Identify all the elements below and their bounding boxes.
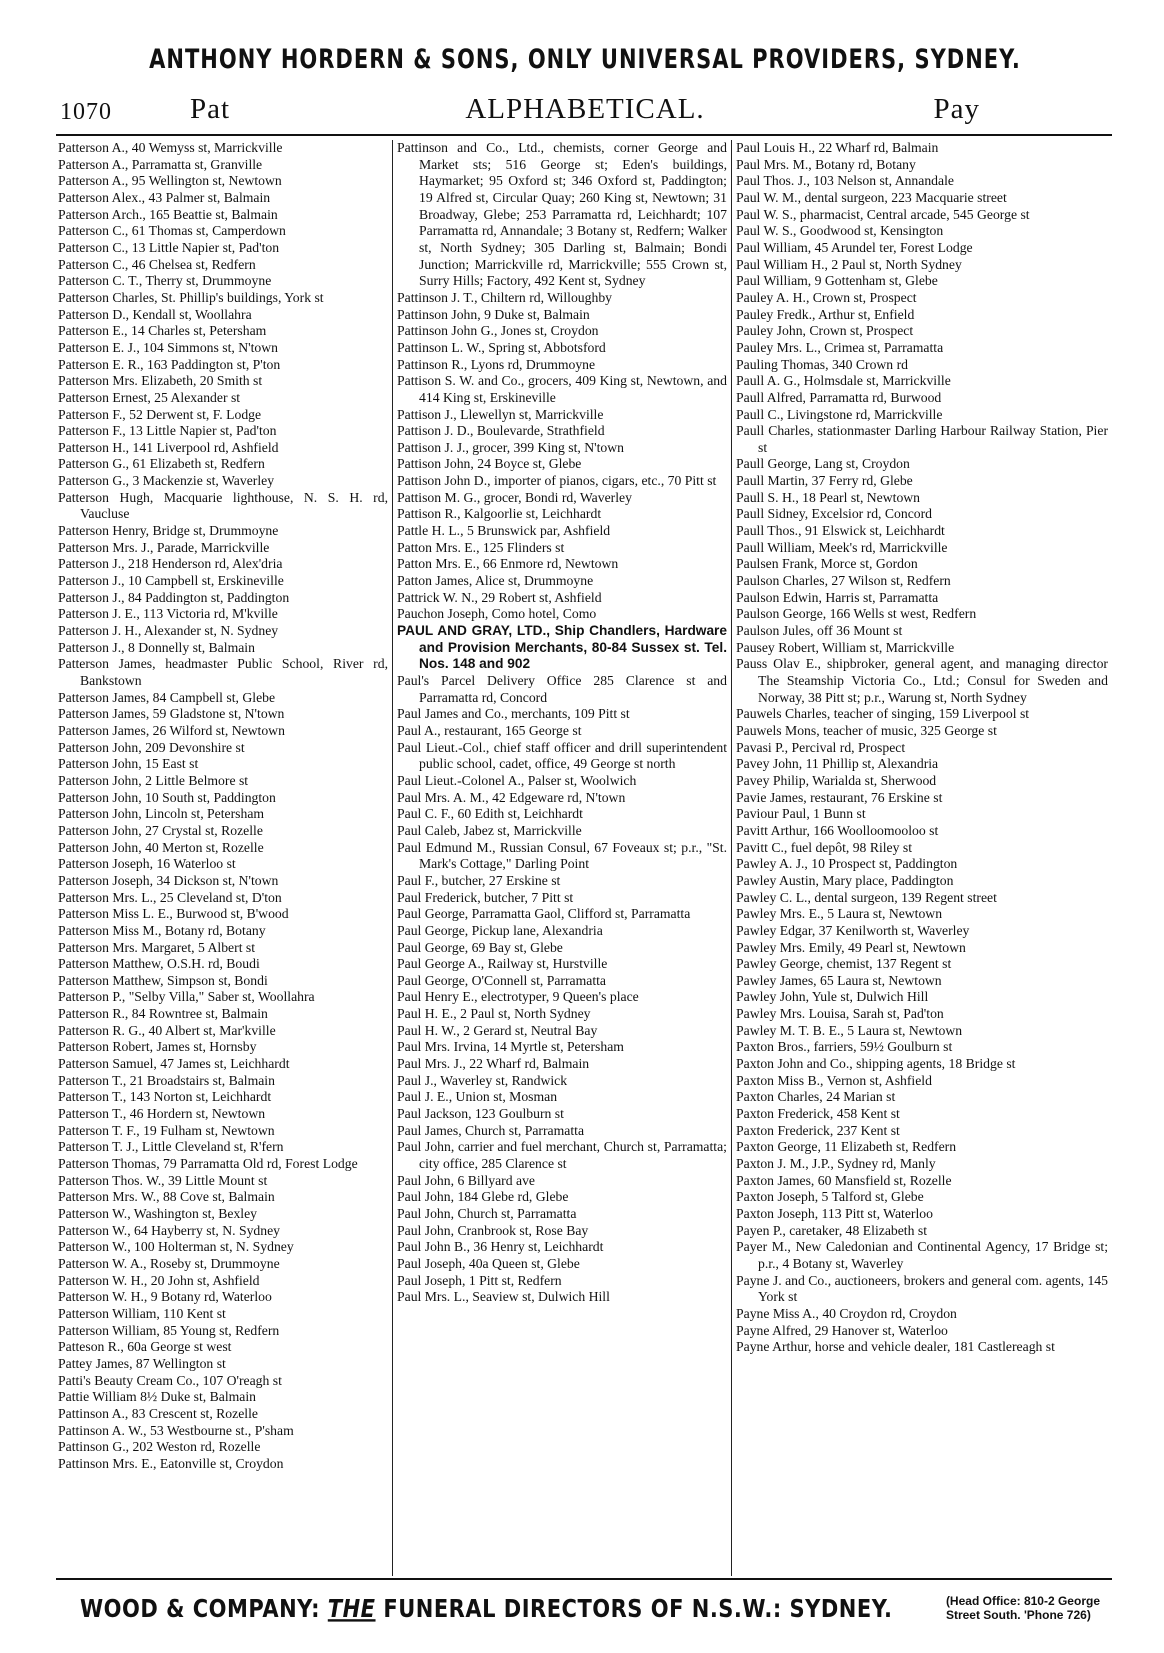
directory-entry: Paul George, Pickup lane, Alexandria [397,922,603,938]
directory-entry: Patterson William, 85 Young st, Redfern [58,1322,280,1338]
directory-entry: Pavitt Arthur, 166 Woolloomooloo st [736,822,939,838]
directory-entry: Patterson P., "Selby Villa," Saber st, Woollahra [58,989,315,1005]
footer-advert [80,1594,892,1623]
directory-entry: Patterson E. J., 104 Simmons st, N'town [58,339,278,355]
directory-entry: Pattison S. W. and Co., grocers, 409 King st, Newtown, and 414 King st, Erskineville [397,373,727,405]
directory-entry: Patterson Miss L. E., Burwood st, B'wood [58,906,289,922]
directory-entry: Pauley Fredk., Arthur st, Enfield [736,306,915,322]
directory-entry: Pattison J. J., grocer, 399 King st, N'town [397,439,624,455]
directory-entry: Payne Miss A., 40 Croydon rd, Croydon [736,1305,957,1321]
directory-entry: Paxton Charles, 24 Marian st [736,1089,896,1105]
directory-entry: Paull Thos., 91 Elswick st, Leichhardt [736,523,945,539]
directory-entry: Patterson A., 95 Wellington st, Newtown [58,173,282,189]
directory-entry: Paul George, O'Connell st, Parramatta [397,972,607,988]
directory-entry: Patterson Robert, James st, Hornsby [58,1039,257,1055]
footer-company: WOOD & COMPANY: [80,1594,328,1623]
directory-entry: Pauchon Joseph, Como hotel, Como [397,606,597,622]
directory-entry: Pauley John, Crown st, Prospect [736,323,914,339]
directory-entry: Paull C., Livingstone rd, Marrickville [736,406,943,422]
directory-entry: Pawley James, 65 Laura st, Newtown [736,972,942,988]
directory-entry: Payne J. and Co., auctioneers, brokers and general com. agents, 145 York st [736,1272,1108,1305]
directory-entry: Patterson T. F., 19 Fulham st, Newtown [58,1122,275,1138]
directory-entry: Paull A. G., Holmsdale st, Marrickville [736,373,951,389]
directory-entry: Patterson C., 13 Little Napier st, Pad'ton [58,239,280,255]
directory-entry: Patterson F., 13 Little Napier st, Pad'ton [58,423,277,439]
directory-entry: Paxton Joseph, 5 Talford st, Glebe [736,1189,924,1205]
directory-entry: Pattinson A., 83 Crescent st, Rozelle [58,1405,258,1421]
directory-entry: Patterson Thos. W., 39 Little Mount st [58,1172,268,1188]
directory-entry: Pattle H. L., 5 Brunswick par, Ashfield [397,523,611,539]
directory-entry: Pavey Philip, Warialda st, Sherwood [736,772,937,788]
directory-entry: Paul J. E., Union st, Mosman [397,1089,558,1105]
directory-entry: Pauwels Charles, teacher of singing, 159 Liverpool st [736,706,1030,722]
directory-entry: Payer M., New Caledonian and Continental Agency, 17 Bridge st; p.r., 4 Botany st, Waverley [736,1239,1108,1271]
directory-entry: Pawley A. J., 10 Prospect st, Paddington [736,856,958,872]
directory-entry: Patton James, Alice st, Drummoyne [397,573,594,589]
directory-entry: Patti's Beauty Cream Co., 107 O'reagh st [58,1372,282,1388]
directory-entry: Paul Henry E., electrotyper, 9 Queen's place [397,989,639,1005]
directory-entry: Paxton Miss B., Vernon st, Ashfield [736,1072,932,1088]
directory-entry: Pawley John, Yule st, Dulwich Hill [736,989,929,1005]
header-right-word: Pay [933,93,980,125]
directory-entry: Patterson T., 21 Broadstairs st, Balmain [58,1072,275,1088]
footer-the: THE [327,1594,376,1623]
directory-entry: Pattey James, 87 Wellington st [58,1355,226,1371]
directory-entry: Pattison M. G., grocer, Bondi rd, Waverley [397,489,632,505]
directory-entry: Pattinson John G., Jones st, Croydon [397,323,599,339]
directory-entry: Paxton Frederick, 458 Kent st [736,1106,900,1122]
directory-entry: Patterson R., 84 Rowntree st, Balmain [58,1006,268,1022]
footer-tagline: FUNERAL DIRECTORS OF N.S.W.: SYDNEY. [375,1594,893,1623]
directory-entry: Paull S. H., 18 Pearl st, Newtown [736,489,921,505]
directory-entry: Patterson C., 61 Thomas st, Camperdown [58,223,286,239]
directory-entry: Pawley George, chemist, 137 Regent st [736,956,952,972]
directory-entry: Patterson James, headmaster Public School, River rd, Bankstown [58,656,388,688]
directory-entry: Paul John, carrier and fuel merchant, Church st, Parramatta; city office, 285 Clarence st [397,1139,727,1172]
directory-entry: Paxton Joseph, 113 Pitt st, Waterloo [736,1206,933,1221]
directory-entry: Pattinson R., Lyons rd, Drummoyne [397,356,596,372]
directory-entry: Patterson John, 15 East st [58,756,199,772]
directory-entry: Paul Mrs. J., 22 Wharf rd, Balmain [397,1056,590,1072]
directory-entry: Paull Charles, stationmaster Darling Harbour Railway Station, Pier st [736,423,1108,455]
directory-entry: Pawley M. T. B. E., 5 Laura st, Newtown [736,1022,963,1038]
directory-entry: Patterson Joseph, 34 Dickson st, N'town [58,872,279,888]
directory-entry: Payen P., caretaker, 48 Elizabeth st [736,1222,928,1238]
directory-entry: Paxton Bros., farriers, 59½ Goulburn st [736,1039,953,1055]
directory-entry: Pauley A. H., Crown st, Prospect [736,289,917,305]
directory-entry: Paul W. S., Goodwood st, Kensington [736,223,944,239]
directory-entry: Patterson Charles, St. Phillip's buildings, York st [58,289,324,305]
directory-entry: Paul Joseph, 1 Pitt st, Redfern [397,1272,562,1288]
directory-entry: Paviour Paul, 1 Bunn st [736,806,866,822]
directory-entry: Paul J., Waverley st, Randwick [397,1072,568,1088]
footer-note-line-1: (Head Office: 810-2 George [945,1594,1100,1608]
directory-entry: Pausey Robert, William st, Marrickville [736,639,955,655]
column-divider [731,140,732,1576]
column-divider [392,140,393,1576]
directory-entry: Patterson John, 209 Devonshire st [58,739,245,755]
directory-entry: Patterson Mrs. Elizabeth, 20 Smith st [58,373,263,389]
directory-entry: Paul Edmund M., Russian Consul, 67 Foveaux st; p.r., "St. Mark's Cottage," Darling Point [397,839,727,872]
directory-entry: Patterson John, 10 South st, Paddington [58,789,276,805]
directory-entry: Paul Caleb, Jabez st, Marrickville [397,822,582,838]
directory-entry: Patterson W., 100 Holterman st, N. Sydney [58,1239,294,1255]
directory-entry: Patterson F., 52 Derwent st, F. Lodge [58,406,262,422]
directory-entry: Paulson Jules, off 36 Mount st [736,623,903,639]
running-header [60,86,1110,126]
directory-entry: Paul H. E., 2 Paul st, North Sydney [397,1006,591,1022]
directory-entry: Patterson E. R., 163 Paddington st, P'ton [58,356,281,372]
directory-entry: Pawley Mrs. Louisa, Sarah st, Pad'ton [736,1006,944,1022]
directory-entry: Pawley C. L., dental surgeon, 139 Regent street [736,889,997,905]
directory-entry: Pattison J., Llewellyn st, Marrickville [397,406,604,422]
directory-entry: Patterson W. H., 20 John st, Ashfield [58,1272,260,1288]
directory-entry: Patterson R. G., 40 Albert st, Mar'kville [58,1022,276,1038]
directory-entry: Paul Mrs. M., Botany rd, Botany [736,156,916,172]
directory-entry: Paul Frederick, butcher, 7 Pitt st [397,889,574,905]
directory-entry: Patterson C. T., Therry st, Drummoyne [58,273,272,289]
directory-entry: Patterson Mrs. Margaret, 5 Albert st [58,939,256,955]
directory-entry: Patterson E., 14 Charles st, Petersham [58,323,267,339]
directory-entry: Paul Lieut.-Col., chief staff officer and drill superintendent public school, cadet, office, 49 George st north [397,739,727,772]
directory-column-3 [736,140,1108,1576]
directory-entry: Paxton J. M., J.P., Sydney rd, Manly [736,1156,936,1172]
header-left-word: Pat [190,93,231,125]
directory-entry: Patterson Matthew, Simpson st, Bondi [58,972,268,988]
directory-entry: Paul George A., Railway st, Hurstville [397,956,608,972]
directory-entry: Paul John, Cranbrook st, Rose Bay [397,1222,589,1238]
directory-entry: Patterson Mrs. J., Parade, Marrickville [58,539,270,555]
directory-entry: Paull Alfred, Parramatta rd, Burwood [736,389,942,405]
directory-entry: Patterson J., 10 Campbell st, Erskineville [58,573,284,589]
directory-entry: Pavasi P., Percival rd, Prospect [736,739,906,755]
directory-entry: Patterson Matthew, O.S.H. rd, Boudi [58,956,260,972]
directory-entry: Patterson H., 141 Liverpool rd, Ashfield [58,439,279,455]
directory-entry: Pattinson A. W., 53 Westbourne st., P'sham [58,1422,294,1438]
directory-entry: Patterson James, 84 Campbell st, Glebe [58,689,276,705]
directory-entry: Patterson Samuel, 47 James st, Leichhardt [58,1056,290,1072]
directory-entry: Patterson W., Washington st, Bexley [58,1206,258,1221]
directory-entry: Paull Sidney, Excelsior rd, Concord [736,506,933,522]
directory-entry: Patterson James, 59 Gladstone st, N'town [58,706,285,722]
directory-entry: Paul F., butcher, 27 Erskine st [397,872,561,888]
directory-entry: Pattrick W. N., 29 Robert st, Ashfield [397,589,602,605]
directory-entry: Patterson J. E., 113 Victoria rd, M'kville [58,606,278,622]
directory-entry: Pattie William 8½ Duke st, Balmain [58,1389,257,1405]
directory-entry: Paull George, Lang st, Croydon [736,456,910,472]
advertising-footer [60,1594,1110,1634]
directory-entry: Paul James and Co., merchants, 109 Pitt st [397,706,630,722]
directory-entry: Paul Mrs. Irvina, 14 Myrtle st, Petersham [397,1039,624,1055]
directory-column-1 [58,140,388,1576]
directory-entry: Paulsen Frank, Morce st, Gordon [736,556,918,572]
directory-entry: Paul A., restaurant, 165 George st [397,722,582,738]
directory-entry: Pavie James, restaurant, 76 Erskine st [736,789,943,805]
directory-entry: Patton Mrs. E., 125 Flinders st [397,539,565,555]
directory-entry: Pattison R., Kalgoorlie st, Leichhardt [397,506,602,522]
directory-entry: Patterson T. J., Little Cleveland st, R'fern [58,1139,284,1155]
directory-entry: Patterson Thomas, 79 Parramatta Old rd, Forest Lodge [58,1156,358,1172]
directory-entry: Pawley Austin, Mary place, Paddington [736,872,954,888]
directory-entry: Pauling Thomas, 340 Crown rd [736,356,908,372]
directory-entry: Patterson Miss M., Botany rd, Botany [58,922,266,938]
directory-entry: Patterson John, Lincoln st, Petersham [58,806,265,822]
directory-entry: Paul W. M., dental surgeon, 223 Macquarie street [736,189,1007,205]
directory-entry: Payne Arthur, horse and vehicle dealer, 181 Castlereagh st [736,1339,1055,1355]
directory-entry: Patteson R., 60a George st west [58,1339,232,1355]
directory-entry: Paul Mrs. L., Seaview st, Dulwich Hill [397,1289,610,1305]
directory-entry: Paulson Edwin, Harris st, Parramatta [736,589,939,605]
footer-note-line-2: Street South. 'Phone 726) [945,1608,1091,1622]
directory-entry: Pavey John, 11 Phillip st, Alexandria [736,756,939,772]
directory-entry: Paul W. S., pharmacist, Central arcade, 545 George st [736,206,1030,222]
directory-entry: Patterson Alex., 43 Palmer st, Balmain [58,189,271,205]
directory-entry: Patterson T., 143 Norton st, Leichhardt [58,1089,272,1105]
directory-entry: Pauley Mrs. L., Crimea st, Parramatta [736,339,944,355]
directory-entry: Pattinson Mrs. E., Eatonville st, Croydon [58,1455,284,1471]
footer-address-note [946,1594,1100,1622]
advertising-banner: ANTHONY HORDERN & SONS, ONLY UNIVERSAL PROVIDERS, SYDNEY. [149,44,1021,74]
header-title: ALPHABETICAL. [465,93,705,125]
directory-column-2 [397,140,727,1576]
directory-entry: Pattinson L. W., Spring st, Abbotsford [397,339,606,355]
directory-entry: Pattison J. D., Boulevarde, Strathfield [397,423,605,439]
directory-entry: Patterson A., Parramatta st, Granville [58,156,263,172]
directory-entry: Pawley Mrs. E., 5 Laura st, Newtown [736,906,943,922]
directory-entry: PAUL AND GRAY, LTD., Ship Chandlers, Hardware and Provision Merchants, 80-84 Sussex st. Tel. Nos. 148 and 902 [397,623,727,672]
directory-entry: Patterson Ernest, 25 Alexander st [58,389,241,405]
directory-entry: Paxton John and Co., shipping agents, 18 Bridge st [736,1056,1016,1072]
directory-entry: Paul William, 9 Gottenham st, Glebe [736,273,938,289]
directory-entry: Pauwels Mons, teacher of music, 325 George st [736,722,997,738]
directory-entry: Paul William H., 2 Paul st, North Sydney [736,256,962,272]
directory-entry: Paxton James, 60 Mansfield st, Rozelle [736,1172,952,1188]
directory-entry: Paul Louis H., 22 Wharf rd, Balmain [736,140,939,155]
directory-entry: Paul John, Church st, Parramatta [397,1206,577,1221]
directory-entry: Pavitt C., fuel depôt, 98 Riley st [736,839,913,855]
directory-entry: Patterson Hugh, Macquarie lighthouse, N. S. H. rd, Vaucluse [58,489,388,522]
directory-entry: Paulson Charles, 27 Wilson st, Redfern [736,573,951,589]
directory-entry: Paul C. F., 60 Edith st, Leichhardt [397,806,583,822]
directory-entry: Pattinson G., 202 Weston rd, Rozelle [58,1439,261,1455]
directory-entry: Paul Lieut.-Colonel A., Palser st, Woolwich [397,772,637,788]
directory-entry: Pattinson and Co., Ltd., chemists, corner George and Market sts; 516 George st; Eden's buildings, Haymarket; 95 Oxford st; 346 Oxford st, Paddington; 19 Alfred st, Circular Quay; 260 King st, Newtown; 31 Broadway, Glebe; 253 Parramatta rd, Leichhardt; 107 Parramatta rd, Annandale; 3 Botany st, Redfern; Walker st, North Sydney; 305 Darling st, Balmain; Bondi Junction; Marrickville rd, Marrickville; 555 Crown st, Surry Hills; Factory, 492 Kent st, Sydney [397,140,727,289]
directory-entry: Paul Jackson, 123 Goulburn st [397,1106,564,1122]
directory-entry: Patterson Mrs. W., 88 Cove st, Balmain [58,1189,275,1205]
directory-entry: Payne Alfred, 29 Hanover st, Waterloo [736,1322,948,1338]
directory-entry: Patterson W. A., Roseby st, Drummoyne [58,1255,280,1271]
directory-entry: Patterson D., Kendall st, Woollahra [58,306,252,322]
directory-entry: Patterson A., 40 Wemyss st, Marrickville [58,140,283,155]
directory-entry: Paul Joseph, 40a Queen st, Glebe [397,1255,580,1271]
page-number: 1070 [60,99,112,125]
directory-entry: Paul George, 69 Bay st, Glebe [397,939,563,955]
directory-entry: Paul Mrs. A. M., 42 Edgeware rd, N'town [397,789,626,805]
directory-entry: Patterson G., 61 Elizabeth st, Redfern [58,456,265,472]
directory-entry: Paull Martin, 37 Ferry rd, Glebe [736,473,913,489]
directory-entry: Paulson George, 166 Wells st west, Redfern [736,606,977,622]
directory-entry: Paul John B., 36 Henry st, Leichhardt [397,1239,604,1255]
directory-entry: Paul James, Church st, Parramatta [397,1122,585,1138]
directory-entry: Paul Thos. J., 103 Nelson st, Annandale [736,173,954,189]
directory-entry: Patterson G., 3 Mackenzie st, Waverley [58,473,275,489]
directory-entry: Patterson John, 2 Little Belmore st [58,772,249,788]
directory-entry: Patterson Henry, Bridge st, Drummoyne [58,523,279,539]
directory-entry: Patterson W. H., 9 Botany rd, Waterloo [58,1289,272,1305]
directory-entry: Patterson Arch., 165 Beattie st, Balmain [58,206,278,222]
directory-entry: Pattison John D., importer of pianos, cigars, etc., 70 Pitt st [397,473,717,489]
directory-entry: Patterson Joseph, 16 Waterloo st [58,856,236,872]
directory-entry: Patterson J. H., Alexander st, N. Sydney [58,623,279,639]
directory-entry: Paul John, 184 Glebe rd, Glebe [397,1189,569,1205]
directory-entry: Paxton George, 11 Elizabeth st, Redfern [736,1139,957,1155]
directory-entry: Paul's Parcel Delivery Office 285 Clarence st and Parramatta rd, Concord [397,673,727,705]
directory-entry: Patton Mrs. E., 66 Enmore rd, Newtown [397,556,619,572]
directory-entry: Paul H. W., 2 Gerard st, Neutral Bay [397,1022,598,1038]
directory-entry: Paul John, 6 Billyard ave [397,1172,535,1188]
directory-entry: Patterson James, 26 Wilford st, Newtown [58,722,285,738]
directory-entry: Patterson C., 46 Chelsea st, Redfern [58,256,256,272]
directory-entry: Patterson John, 40 Merton st, Rozelle [58,839,264,855]
directory-entry: Patterson W., 64 Hayberry st, N. Sydney [58,1222,281,1238]
directory-entry: Patterson Mrs. L., 25 Cleveland st, D'ton [58,889,282,905]
directory-entry: Patterson William, 110 Kent st [58,1305,226,1321]
directory-entry: Patterson J., 218 Henderson rd, Alex'dria [58,556,283,572]
directory-entry: Paul William, 45 Arundel ter, Forest Lodge [736,239,973,255]
directory-entry: Patterson John, 27 Crystal st, Rozelle [58,822,263,838]
directory-entry: Paxton Frederick, 237 Kent st [736,1122,900,1138]
directory-entry: Pattinson John, 9 Duke st, Balmain [397,306,590,322]
directory-entry: Pawley Mrs. Emily, 49 Pearl st, Newtown [736,939,966,955]
footer-rule [56,1578,1112,1580]
directory-entry: Patterson T., 46 Hordern st, Newtown [58,1106,266,1122]
directory-entry: Pawley Edgar, 37 Kenilworth st, Waverley [736,922,970,938]
directory-entry: Paull William, Meek's rd, Marrickville [736,539,948,555]
directory-entry: Patterson J., 8 Donnelly st, Balmain [58,639,255,655]
directory-entry: Pattinson J. T., Chiltern rd, Willoughby [397,289,613,305]
directory-entry: Pattison John, 24 Boyce st, Glebe [397,456,582,472]
directory-entry: Pauss Olav E., shipbroker, general agent, and managing director The Steamship Victoria Co., Ltd.; Consul for Sweden and Norway, 38 Pitt st; p.r., Warung st, North Sydney [736,656,1108,705]
directory-entry: Patterson J., 84 Paddington st, Paddington [58,589,290,605]
header-rule [56,134,1112,136]
directory-entry: Paul George, Parramatta Gaol, Clifford st, Parramatta [397,906,691,922]
